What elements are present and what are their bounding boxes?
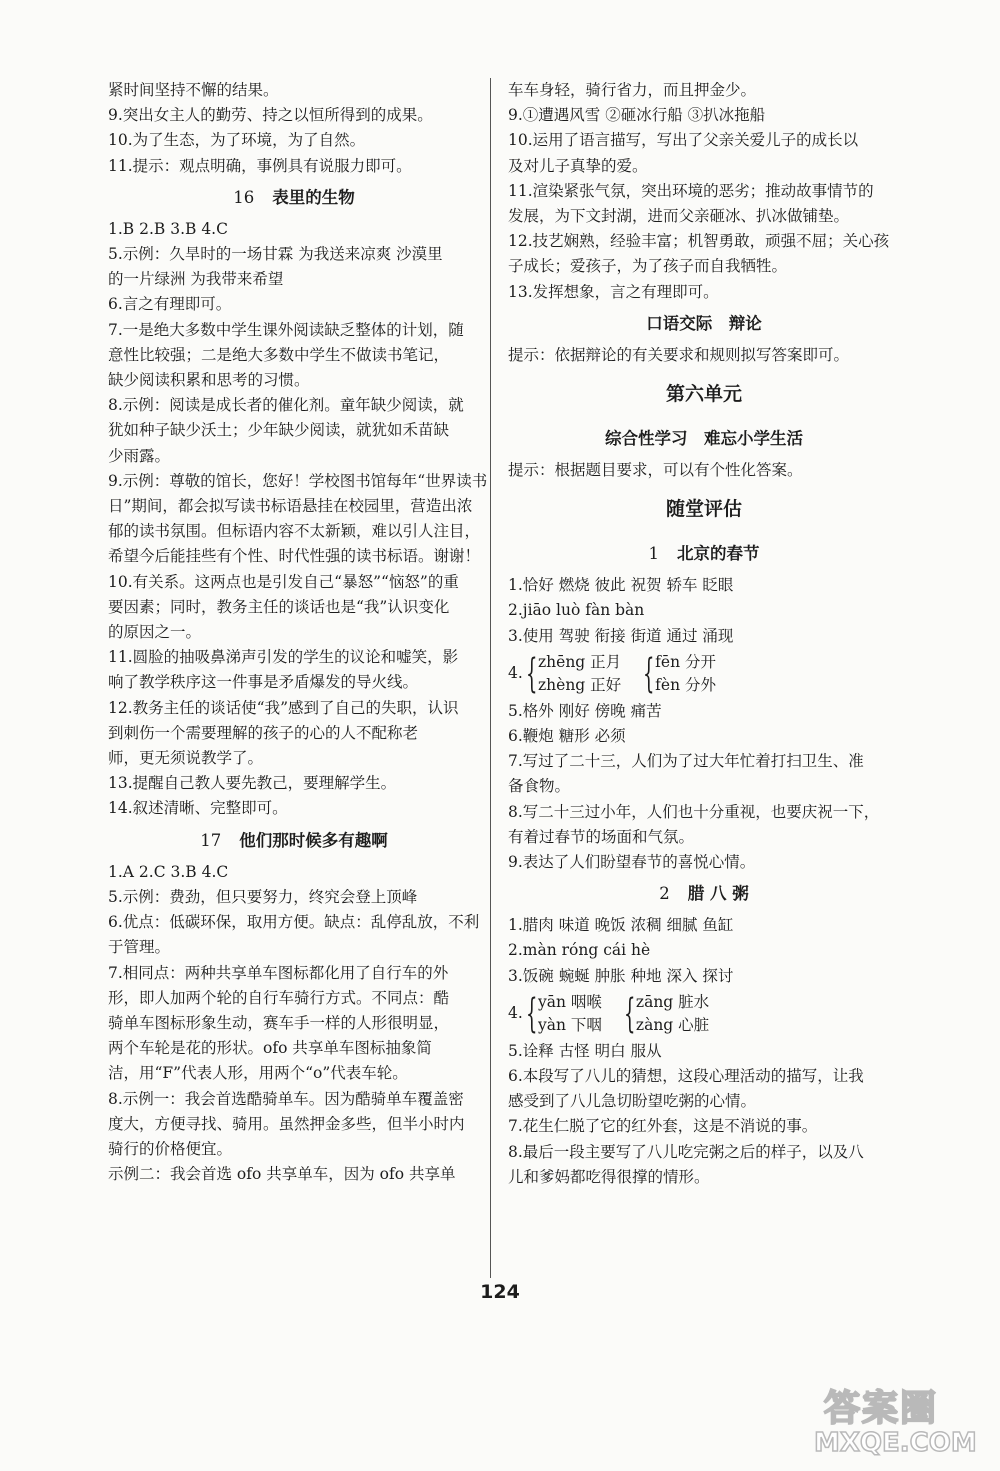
answer-line: 于管理。 — [108, 938, 171, 957]
answer-line: 响了教学秩序这一件事是矛盾爆发的导火线。 — [108, 673, 419, 692]
answer-line: 2.màn róng cái hè — [508, 941, 651, 960]
comprehensive-hint: 提示：根据题目要求，可以有个性化答案。 — [508, 461, 803, 480]
question-number: 4. — [508, 1004, 523, 1023]
section-17-title — [108, 822, 480, 860]
pinyin-item: zhēng 正月 — [538, 652, 622, 671]
pinyin-item: fēn 分开 — [655, 652, 716, 671]
pinyin-group — [643, 651, 716, 697]
answer-line: 8.写二十三过小年，人们也十分重视，也要庆祝一下， — [508, 802, 880, 821]
pinyin-group — [624, 991, 709, 1037]
column-divider — [490, 78, 491, 1278]
brace-icon: { — [526, 990, 538, 1037]
answer-line: 发展，为下文封湖，进而父亲砸冰、扒冰做铺垫。 — [508, 207, 850, 226]
answer-line: 缺少阅读积累和思考的习惯。 — [108, 371, 310, 390]
answer-line: 有着过春节的场面和气氛。 — [508, 827, 695, 846]
answer-line: 13.发挥想象，言之有理即可。 — [508, 282, 719, 301]
answer-line: 的一片绿洲 为我带来希望 — [108, 270, 284, 289]
answer-line: 5.示例：费劲，但只要努力，终究会登上顶峰 — [108, 887, 418, 906]
answer-line: 犹如种子缺少沃土；少年缺少阅读，就犹如禾苗缺 — [108, 421, 450, 440]
answer-line: 9.表达了人们盼望春节的喜悦心情。 — [508, 853, 756, 872]
section-name: 北京的春节 — [677, 544, 760, 564]
answer-line: 师，更无须说教学了。 — [108, 749, 264, 768]
answer-line: 9.突出女主人的勤劳、持之以恒所得到的成果。 — [108, 106, 433, 125]
watermark-logo — [810, 1380, 990, 1470]
pinyin-group — [526, 991, 602, 1037]
answer-line: 子成长；爱孩子，为了孩子而自我牺牲。 — [508, 257, 788, 276]
answer-line: 儿和爹妈都吃得很撑的情形。 — [508, 1167, 710, 1186]
pinyin-item: yàn 下咽 — [538, 1015, 602, 1034]
answer-line: 1.恰好 燃烧 彼此 祝贺 轿车 眨眼 — [508, 576, 734, 595]
answer-line: 希望今后能挂些有个性、时代性强的读书标语。谢谢！ — [108, 547, 481, 566]
answer-line: 5.示例：久旱时的一场甘霖 为我送来凉爽 沙漠里 — [108, 245, 443, 264]
answer-line: 骑单车图标形象生动，赛车手一样的人形很明显， — [108, 1013, 450, 1032]
answer-line: 9.示例：尊敬的馆长，您好！学校图书馆每年“世界读书 — [108, 471, 488, 490]
answer-line: 10.运用了语言描写，写出了父亲关爱儿子的成长以 — [508, 131, 859, 150]
answer-line: 5.诠释 古怪 明白 服从 — [508, 1041, 662, 1060]
answer-line: 8.最后一段主要写了八儿吃完粥之后的样子，以及八 — [508, 1142, 864, 1161]
answer-line: 形，即人加两个轮的自行车骑行方式。不同点：酷 — [108, 988, 450, 1007]
answer-line: 7.花生仁脱了它的红外套，这是不消说的事。 — [508, 1117, 818, 1136]
answer-line: 6.言之有理即可。 — [108, 295, 232, 314]
answer-line: 5.格外 刚好 傍晚 痛苦 — [508, 701, 662, 720]
answer-line: 13.提醒自己教人要先教己，要理解学生。 — [108, 774, 397, 793]
comprehensive-study-title: 综合性学习 难忘小学生活 — [605, 429, 803, 449]
answer-line: 8.示例一：我会首选酷骑单车。因为酷骑单车覆盖密 — [108, 1089, 464, 1108]
section-16-title — [108, 179, 480, 217]
answer-line: 两个车轮是花的形状。ofo 共享单车图标抽象简 — [108, 1039, 432, 1058]
section-name: 他们那时候多有趣啊 — [239, 830, 388, 850]
section-name: 腊 八 粥 — [687, 884, 749, 904]
answer-line: 6.鞭炮 糖形 必须 — [508, 727, 626, 746]
answer-line: 9.①遭遇风雪 ②砸冰行船 ③扒冰拖船 — [508, 106, 766, 125]
brace-icon: { — [526, 650, 538, 697]
answer-line: 6.优点：低碳环保，取用方便。缺点：乱停乱放，不利 — [108, 913, 480, 932]
pinyin-item: zhèng 正好 — [538, 675, 622, 694]
answer-line: 3.饭碗 蜿蜒 肿胀 种地 深入 探讨 — [508, 966, 734, 985]
unit-title: 第六单元 — [665, 383, 742, 406]
answer-line: 3.使用 驾驶 衔接 街道 通过 涌现 — [508, 626, 734, 645]
section-name: 表里的生物 — [272, 187, 355, 207]
answer-line: 少雨露。 — [108, 446, 171, 465]
answer-line: 紧时间坚持不懈的结果。 — [108, 81, 279, 99]
evaluation-title: 随堂评估 — [665, 498, 742, 521]
answer-line: 骑行的价格便宜。 — [108, 1139, 233, 1158]
answer-line: 10.为了生态，为了环境，为了自然。 — [108, 131, 366, 150]
answer-line: 洁，用“F”代表人形，用两个“o”代表车轮。 — [108, 1064, 408, 1083]
pinyin-item: fèn 分外 — [655, 675, 716, 694]
section-number: 2 — [659, 884, 670, 904]
answer-line: 7.写过了二十三，人们为了过大年忙着打扫卫生、准 — [508, 752, 864, 771]
answer-line: 日”期间，都会拟写读书标语悬挂在校园里，营造出浓 — [108, 497, 473, 516]
answer-line: 1.A 2.C 3.B 4.C — [108, 862, 229, 881]
brace-icon: { — [643, 650, 655, 697]
pinyin-question — [508, 989, 900, 1039]
answer-line: 8.示例：阅读是成长者的催化剂。童年缺少阅读，就 — [108, 396, 464, 415]
answer-line: 14.叙述清晰、完整即可。 — [108, 799, 288, 818]
answer-line: 6.本段写了八儿的猜想，这段心理活动的描写，让我 — [508, 1067, 864, 1086]
answer-line: 7.相同点：两种共享单车图标都化用了自行车的外 — [108, 963, 449, 982]
answer-line: 感受到了八儿急切盼望吃粥的心情。 — [508, 1092, 757, 1111]
answer-line: 备食物。 — [508, 777, 571, 796]
pinyin-item: zàng 心脏 — [635, 1015, 710, 1034]
answer-line: 郁的读书氛围。但标语内容不太新颖，难以引人注目， — [108, 522, 481, 541]
left-column — [108, 78, 488, 1187]
watermark-url: MXQE.COM — [814, 1428, 977, 1458]
page-number: 124 — [480, 1281, 520, 1303]
answer-line: 11.圆脸的抽吸鼻涕声引发的学生的议论和嘘笑，影 — [108, 648, 459, 667]
answer-line: 2.jiāo luò fàn bàn — [508, 601, 645, 620]
answer-line: 要因素；同时，教务主任的谈话也是“我”认识变化 — [108, 597, 450, 616]
pinyin-item: yān 咽喉 — [538, 992, 602, 1011]
watermark-text: 答案圈 — [824, 1388, 939, 1429]
answer-line: 到刺伤一个需要理解的孩子的心的人不配称老 — [108, 723, 419, 742]
answer-line: 的原因之一。 — [108, 623, 202, 642]
answer-line: 12.技艺娴熟，经验丰富；机智勇敢，顽强不屈；关心孩 — [508, 232, 890, 251]
answer-line: 及对儿子真挚的爱。 — [508, 156, 648, 175]
lesson-1-title — [508, 535, 900, 573]
answer-line: 示例二：我会首选 ofo 共享单车，因为 ofo 共享单 — [108, 1165, 456, 1184]
pinyin-item: zāng 脏水 — [635, 992, 710, 1011]
section-number: 1 — [648, 544, 659, 564]
pinyin-group — [526, 651, 621, 697]
answer-line: 11.渲染紧张气氛，突出环境的恶劣；推动故事情节的 — [508, 181, 874, 200]
lesson-2-title — [508, 875, 900, 913]
question-number: 4. — [508, 664, 523, 683]
section-number: 16 — [233, 187, 255, 207]
section-number: 17 — [200, 830, 222, 850]
answer-line: 12.教务主任的谈话使“我”感到了自己的失职，认识 — [108, 698, 459, 717]
answer-line: 意性比较强；二是绝大多数中学生不做读书笔记， — [108, 345, 450, 364]
answer-line: 11.提示：观点明确，事例具有说服力即可。 — [108, 156, 412, 175]
oral-communication-title: 口语交际 辩论 — [646, 313, 762, 333]
answer-line: 1.腊肉 味道 晚饭 浓稠 细腻 鱼缸 — [508, 916, 734, 935]
answer-line: 度大，方便寻找、骑用。虽然押金多些，但半小时内 — [108, 1114, 465, 1133]
oral-hint: 提示：依据辩论的有关要求和规则拟写答案即可。 — [508, 345, 850, 364]
brace-icon: { — [623, 990, 636, 1037]
answer-line: 10.有关系。这两点也是引发自己“暴怒”“恼怒”的重 — [108, 572, 459, 591]
pinyin-question — [508, 649, 900, 699]
answer-line: 车车身轻，骑行省力，而且押金少。 — [508, 81, 757, 99]
answer-line: 1.B 2.B 3.B 4.C — [108, 219, 228, 238]
right-column — [508, 78, 900, 1190]
answer-line: 7.一是绝大多数中学生课外阅读缺乏整体的计划，随 — [108, 320, 464, 339]
